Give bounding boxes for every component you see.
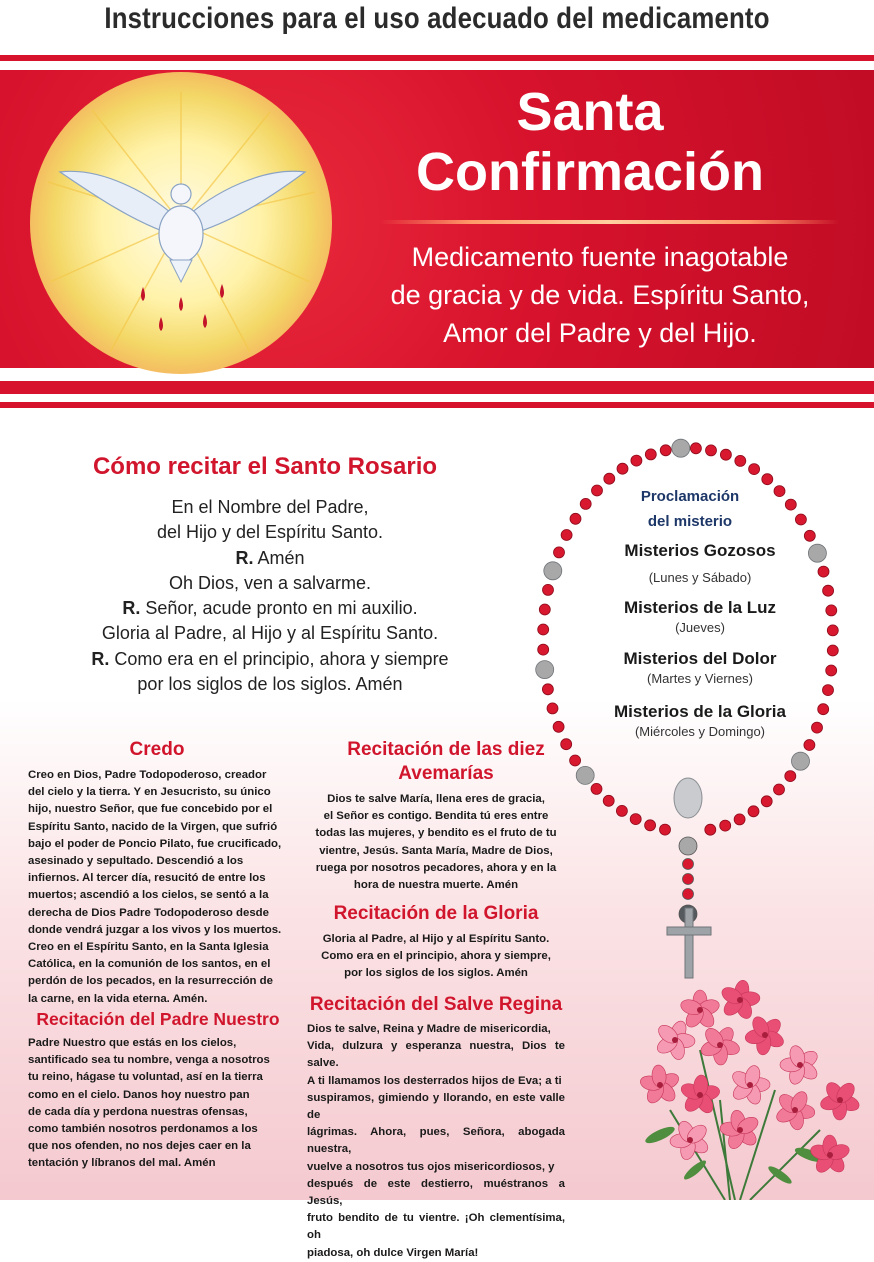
prayer-line: Oh Dios, ven a salvarme. bbox=[168, 572, 372, 593]
mystery-name: Misterios del Dolor bbox=[623, 649, 777, 668]
rosary-howto-heading: Cómo recitar el Santo Rosario bbox=[92, 453, 438, 480]
page-title: Instrucciones para el uso adecuado del medicamento bbox=[104, 2, 770, 35]
text-line: lágrimas. Ahora, pues, Señora, abogada nuestra, bbox=[307, 1126, 565, 1156]
text-line: Padre Nuestro que estás en los cielos, bbox=[28, 1037, 237, 1049]
mystery-gozosos bbox=[585, 540, 815, 587]
crucifix-icon bbox=[667, 908, 711, 978]
credo-text bbox=[28, 767, 286, 1008]
rosary-pendant-bead bbox=[683, 874, 694, 885]
mystery-dolor bbox=[585, 648, 815, 688]
rosary-bead bbox=[645, 820, 656, 831]
rosary-medallion bbox=[674, 778, 702, 818]
prayer-text: Amén bbox=[253, 547, 305, 568]
text-line: todas las mujeres, y bendito es el fruto de tu bbox=[315, 827, 557, 840]
text-line: después de este destierro, muéstranos a Jesús, bbox=[307, 1177, 565, 1208]
bottom-stripe-1 bbox=[0, 381, 874, 394]
avemarias-text bbox=[307, 791, 565, 894]
rosary-bead bbox=[749, 464, 760, 475]
rosary-bead bbox=[804, 740, 815, 751]
rosary-bead bbox=[660, 824, 671, 835]
mystery-luz bbox=[585, 597, 815, 637]
rosary-bead bbox=[631, 455, 642, 466]
banner-subtitle-line-2: de gracia y de vida. Espíritu Santo, bbox=[390, 280, 810, 310]
rosary-bead bbox=[591, 783, 602, 794]
azalea-flowers-illustration bbox=[600, 980, 874, 1200]
mystery-days: (Lunes y Sábado) bbox=[648, 570, 752, 585]
text-line: Como era en el principio, ahora y siempre, bbox=[321, 950, 551, 963]
text-line: Creo en Dios, Padre Todopoderoso, creador bbox=[28, 769, 267, 781]
text-line: piadosa, oh dulce Virgen María! bbox=[307, 1246, 479, 1259]
text-line: hijo, nuestro Señor, que fue concebido por el bbox=[28, 803, 273, 816]
rosary-bead bbox=[603, 795, 614, 806]
rosary-large-bead bbox=[672, 439, 690, 457]
rosary-pendant-bead bbox=[683, 889, 694, 900]
banner-subtitle-line-3: Amor del Padre y del Hijo. bbox=[443, 318, 757, 348]
text-line: muertos; ascendió a los cielos, se sentó a la bbox=[28, 889, 269, 902]
text-line: el Señor es contigo. Bendita tú eres entre bbox=[323, 810, 549, 823]
text-line: Dios te salve, Reina y Madre de misericordia, bbox=[307, 1023, 551, 1035]
avemarias-heading-line-1: Recitación de las diez bbox=[347, 739, 545, 760]
text-line: que nos ofenden, no nos dejes caer en la bbox=[28, 1140, 251, 1153]
rosary-bead bbox=[630, 814, 641, 825]
rosary-bead bbox=[542, 684, 553, 695]
rosary-bead bbox=[761, 796, 772, 807]
rosary-bead bbox=[660, 445, 671, 456]
mystery-gloria bbox=[585, 701, 815, 741]
rosary-bead bbox=[690, 443, 701, 454]
padre-nuestro-text bbox=[28, 1035, 286, 1173]
rosary-bead bbox=[705, 824, 716, 835]
text-line: A ti llamamos los desterrados hijos de Eva; a ti bbox=[307, 1074, 562, 1087]
flower bbox=[639, 1064, 681, 1105]
prayer-text: Señor, acude pronto en mi auxilio. bbox=[140, 598, 418, 619]
text-line: vuelve a nosotros tus ojos misericordiosos, y bbox=[307, 1160, 555, 1173]
rosary-bead bbox=[720, 449, 731, 460]
mystery-name: Misterios Gozosos bbox=[624, 541, 776, 560]
text-line: bajo el poder de Poncio Pilato, fue crucificado, bbox=[28, 837, 282, 850]
text-line: Católica, en la comunión de los santos, en el bbox=[28, 958, 271, 971]
avemarias-heading-line-2: Avemarías bbox=[398, 763, 494, 784]
text-line: perdón de los pecados, en la resurrección de bbox=[28, 975, 273, 988]
rosary-bead bbox=[570, 513, 581, 524]
rosary-bead bbox=[561, 530, 572, 541]
rosary-bead bbox=[539, 604, 550, 615]
prayer-line bbox=[60, 647, 480, 672]
rosary-bead bbox=[735, 455, 746, 466]
rosary-pendant-bead bbox=[679, 837, 697, 855]
rosary-bead bbox=[720, 820, 731, 831]
text-line: la carne, en la vida eterna. Amén. bbox=[28, 992, 208, 1005]
prayer-line: por los siglos de los siglos. Amén bbox=[137, 674, 403, 695]
rosary-bead bbox=[617, 463, 628, 474]
flower bbox=[809, 1135, 851, 1176]
rosary-bead bbox=[538, 624, 549, 635]
banner-subtitle-line-1: Medicamento fuente inagotable bbox=[411, 242, 789, 272]
banner-title-line-2: Confirmación bbox=[415, 142, 765, 202]
avemarias-heading bbox=[310, 738, 582, 786]
prayer-line bbox=[60, 546, 480, 571]
response-marker: R. bbox=[122, 598, 141, 619]
gloria-heading: Recitación de la Gloria bbox=[333, 903, 539, 924]
rosary-large-bead bbox=[792, 752, 810, 770]
text-line: Dios te salve María, llena eres de gracia, bbox=[327, 793, 545, 805]
rosary-large-bead bbox=[544, 562, 562, 580]
banner-title-line-1: Santa bbox=[516, 82, 664, 142]
text-line: ruega por nosotros pecadores, ahora y en la bbox=[315, 861, 557, 874]
credo-heading: Credo bbox=[129, 739, 185, 760]
text-line: como también nosotros perdonamos a los bbox=[28, 1123, 258, 1136]
mystery-days: (Martes y Viernes) bbox=[647, 671, 753, 686]
text-line: fruto bendito de tu vientre. ¡Oh clementísima, oh bbox=[307, 1212, 565, 1242]
text-line: santificado sea tu nombre, venga a nosotros bbox=[28, 1054, 270, 1067]
text-line: infiernos. Al tercer día, resucitó de entre los bbox=[28, 872, 266, 885]
banner-subtitle bbox=[350, 238, 850, 352]
text-line: tentación y líbranos del mal. Amén bbox=[28, 1157, 216, 1170]
rosary-bead bbox=[706, 445, 717, 456]
text-line: de cada día y perdona nuestras ofensas, bbox=[28, 1105, 248, 1118]
flower bbox=[819, 1080, 861, 1121]
salve-heading: Recitación del Salve Regina bbox=[309, 994, 563, 1015]
flower bbox=[699, 1024, 741, 1065]
proclamation-label bbox=[600, 484, 780, 534]
response-marker: R. bbox=[235, 547, 254, 568]
rosary-bead bbox=[553, 721, 564, 732]
salve-text bbox=[307, 1021, 565, 1262]
flower bbox=[744, 1014, 786, 1056]
rosary-bead bbox=[785, 499, 796, 510]
rosary-bead bbox=[823, 685, 834, 696]
flower bbox=[719, 980, 761, 1021]
bottom-stripe-2 bbox=[0, 402, 874, 408]
rosary-bead bbox=[538, 644, 549, 655]
rosary-bead bbox=[785, 771, 796, 782]
banner-divider bbox=[380, 220, 840, 224]
rosary-howto-prayer bbox=[60, 495, 480, 697]
rosary-bead bbox=[554, 547, 565, 558]
top-stripe bbox=[0, 55, 874, 61]
dove-illustration bbox=[30, 72, 332, 374]
rosary-bead bbox=[818, 566, 829, 577]
rosary-bead bbox=[645, 449, 656, 460]
flower bbox=[669, 1119, 710, 1161]
gloria-text bbox=[305, 931, 567, 983]
text-line: hora de nuestra muerte. Amén bbox=[353, 879, 519, 892]
rosary-bead bbox=[543, 584, 554, 595]
text-line: Vida, dulzura y esperanza nuestra, Dios te salve. bbox=[307, 1040, 565, 1070]
prayer-line: del Hijo y del Espíritu Santo. bbox=[156, 522, 384, 543]
prayer-text: Como era en el principio, ahora y siempre bbox=[109, 648, 449, 669]
rosary-large-bead bbox=[536, 661, 554, 679]
flower bbox=[774, 1089, 816, 1131]
rosary-bead bbox=[827, 625, 838, 636]
rosary-bead bbox=[818, 704, 829, 715]
rosary-bead bbox=[604, 473, 615, 484]
banner-title bbox=[380, 82, 800, 202]
rosary-bead bbox=[616, 805, 627, 816]
rosary-pendant-bead bbox=[683, 859, 694, 870]
rosary-bead bbox=[795, 514, 806, 525]
proclamation-line-1: Proclamación bbox=[640, 488, 740, 505]
prayer-line: En el Nombre del Padre, bbox=[171, 497, 369, 517]
mystery-days: (Jueves) bbox=[675, 620, 725, 635]
text-line: como en el cielo. Danos hoy nuestro pan bbox=[28, 1088, 250, 1101]
text-line: Gloria al Padre, al Hijo y al Espíritu Santo. bbox=[322, 933, 550, 945]
flower bbox=[730, 1064, 771, 1106]
padre-nuestro-heading: Recitación del Padre Nuestro bbox=[36, 1009, 280, 1029]
mystery-days: (Miércoles y Domingo) bbox=[634, 724, 766, 739]
text-line: donde vendrá juzgar a los vivos y los muertos. bbox=[28, 923, 282, 936]
response-marker: R. bbox=[91, 648, 110, 669]
rosary-bead bbox=[547, 703, 558, 714]
flower bbox=[780, 1044, 821, 1086]
text-line: Creo en el Espíritu Santo, en la Santa Iglesia bbox=[28, 941, 269, 954]
text-line: vientre, Jesús. Santa María, Madre de Dios, bbox=[319, 844, 553, 857]
text-line: Espíritu Santo, nacido de la Virgen, que sufrió bbox=[28, 820, 278, 833]
mystery-name: Misterios de la Luz bbox=[623, 598, 777, 617]
text-line: suspiramos, gimiendo y llorando, en este valle de bbox=[307, 1091, 565, 1122]
rosary-bead bbox=[823, 585, 834, 596]
rosary-bead bbox=[826, 665, 837, 676]
rosary-bead bbox=[748, 806, 759, 817]
prayer-line: Gloria al Padre, al Hijo y al Espíritu Santo. bbox=[101, 623, 439, 644]
mystery-name: Misterios de la Gloria bbox=[614, 702, 786, 721]
text-line: tu reino, hágase tu voluntad, así en la tierra bbox=[28, 1071, 263, 1084]
text-line: asesinado y sepultado. Descendió a los bbox=[28, 855, 244, 868]
flower bbox=[719, 1109, 760, 1151]
rosary-bead bbox=[774, 784, 785, 795]
proclamation-line-2: del misterio bbox=[647, 513, 733, 530]
text-line: del cielo y la tierra. Y en Jesucristo, su único bbox=[28, 786, 271, 799]
rosary-bead bbox=[580, 498, 591, 509]
text-line: derecha de Dios Padre Todopoderoso desde bbox=[28, 906, 269, 919]
rosary-bead bbox=[827, 645, 838, 656]
prayer-line bbox=[60, 596, 480, 621]
rosary-bead bbox=[734, 814, 745, 825]
text-line: por los siglos de los siglos. Amén bbox=[344, 967, 528, 980]
rosary-bead bbox=[826, 605, 837, 616]
